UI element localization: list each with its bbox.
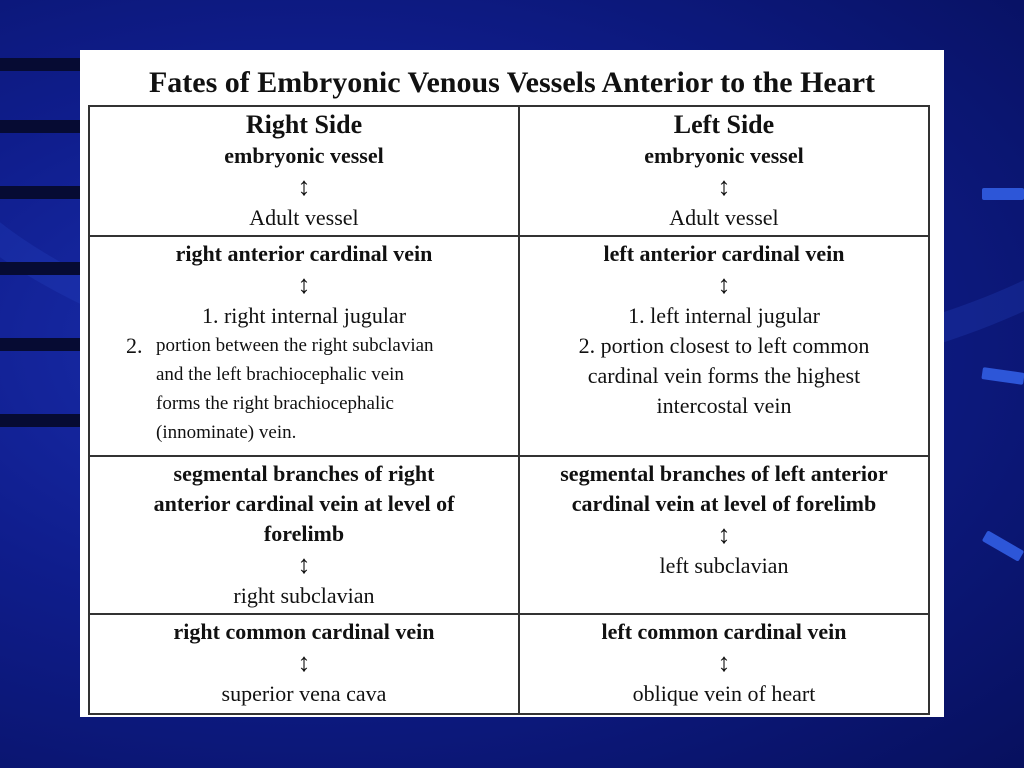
table-row [89,614,929,714]
up-down-arrow-icon: ↕ [297,648,311,677]
up-down-arrow-icon: ↕ [297,270,311,299]
cell-right-segmental [89,456,519,614]
fate-item: right subclavian [233,583,375,608]
fate-item: 1. left internal jugular [628,303,820,328]
decor-bar [0,58,82,71]
up-down-arrow-icon: ↕ [717,520,731,549]
vessel-name: left anterior cardinal vein [603,241,845,266]
vessel-name-line: cardinal vein at level of forelimb [571,491,877,516]
fate-text-line: and the left brachiocephalic vein [156,364,404,385]
decor-bar [0,338,82,351]
right-side-heading: Right Side [245,110,363,139]
decor-bar [0,186,82,199]
list-number: 2. [126,333,143,358]
vessel-name: right common cardinal vein [173,619,435,644]
cell-right-common-cardinal [89,614,519,714]
vessel-name-line: segmental branches of left anterior [560,461,888,486]
left-side-heading: Left Side [673,110,775,139]
decor-bar [0,120,82,133]
decor-bar [0,414,82,427]
cell-left-common-cardinal [519,614,929,714]
fate-item: 1. right internal jugular [201,303,407,328]
decor-swoosh [981,367,1024,385]
up-down-arrow-icon: ↕ [297,172,311,201]
header-right-side [89,106,519,236]
vessel-name-line: segmental branches of right [173,461,435,486]
embryonic-vessel-label: embryonic vessel [224,143,384,168]
fate-item: oblique vein of heart [632,681,816,706]
adult-vessel-label: Adult vessel [669,205,779,230]
decor-swoosh [982,188,1024,200]
vessel-name-line: forelimb [263,521,345,546]
vessel-name-line: anterior cardinal vein at level of [153,491,455,516]
up-down-arrow-icon: ↕ [717,648,731,677]
fate-item: left subclavian [659,553,789,578]
decor-swoosh [982,530,1024,561]
vessel-name: left common cardinal vein [601,619,847,644]
fate-text-line: forms the right brachiocephalic [156,393,394,414]
embryonic-vessel-label: embryonic vessel [644,143,804,168]
slide-title: Fates of Embryonic Venous Vessels Anterior to the Heart [148,66,876,99]
cell-right-anterior-cardinal [89,236,519,456]
table-header-row [89,106,929,236]
fate-item: superior vena cava [221,681,387,706]
table-row [89,456,929,614]
fate-text-line: portion between the right subclavian [156,335,434,356]
fates-table [88,105,930,715]
adult-vessel-label: Adult vessel [249,205,359,230]
decor-bar [0,262,82,275]
fate-item-2 [94,331,514,447]
up-down-arrow-icon: ↕ [297,550,311,579]
fate-text-line: intercostal vein [656,393,792,418]
up-down-arrow-icon: ↕ [717,270,731,299]
fate-text-line: cardinal vein forms the highest [587,363,861,388]
table-row [89,236,929,456]
fate-text-line: (innominate) vein. [156,422,297,443]
up-down-arrow-icon: ↕ [717,172,731,201]
header-left-side [519,106,929,236]
cell-left-anterior-cardinal [519,236,929,456]
slide-panel [80,50,944,717]
vessel-name: right anterior cardinal vein [175,241,433,266]
fate-text-line: 2. portion closest to left common [578,333,870,358]
cell-left-segmental [519,456,929,614]
